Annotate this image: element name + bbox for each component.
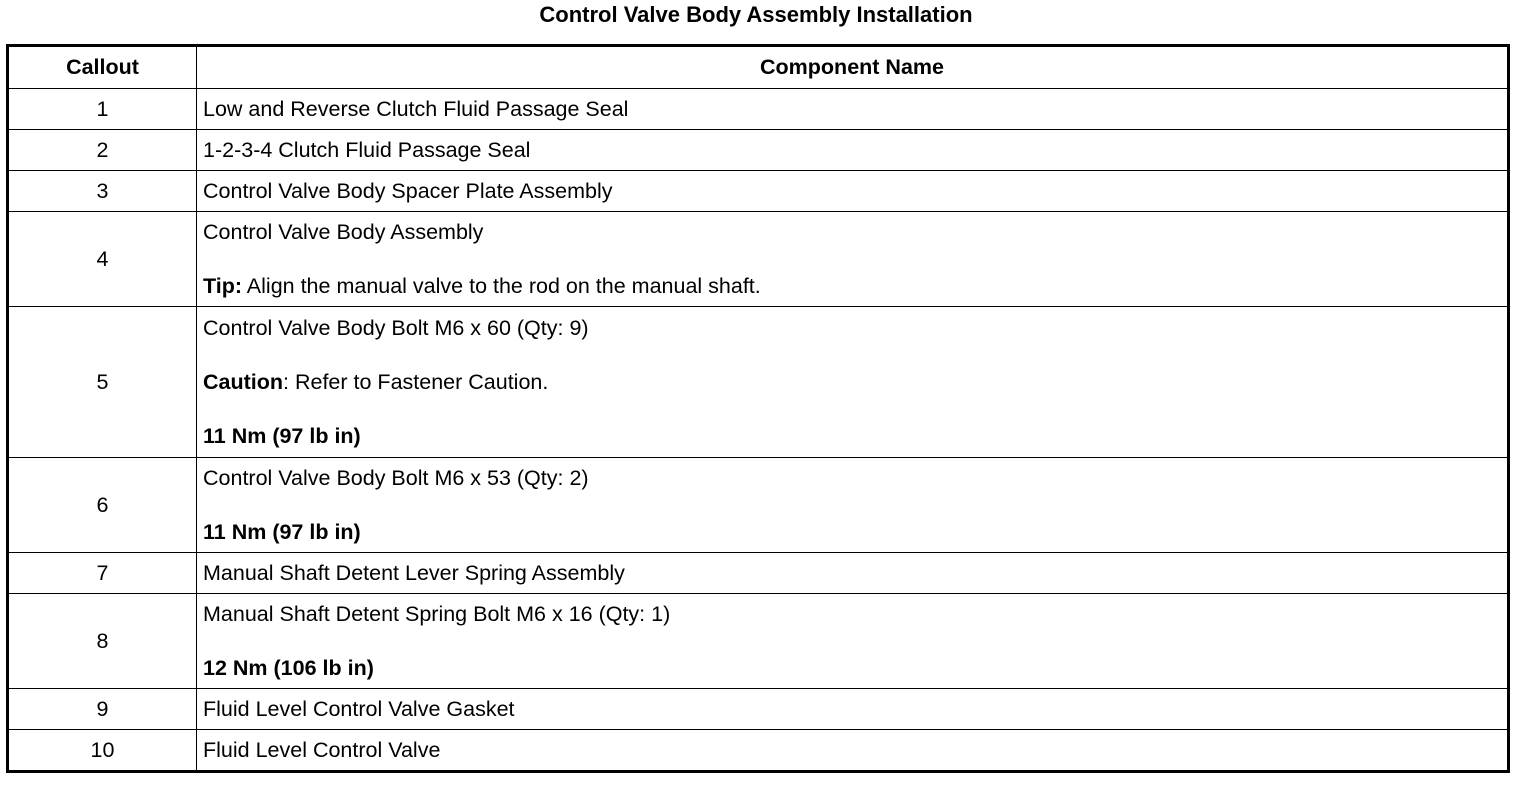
table-header-row <box>8 46 1509 89</box>
component-name: Fluid Level Control Valve <box>203 737 441 762</box>
tip-label: Tip: <box>203 273 243 298</box>
component-name: Manual Shaft Detent Spring Bolt M6 x 16 (Qty: 1) <box>203 601 671 626</box>
callout-cell: 8 <box>8 594 197 689</box>
tip-text: Align the manual valve to the rod on the manual shaft. <box>242 273 761 298</box>
table-row <box>8 171 1509 212</box>
component-name: Control Valve Body Bolt M6 x 53 (Qty: 2) <box>203 465 589 490</box>
callout-cell: 6 <box>8 458 197 553</box>
component-name: Fluid Level Control Valve Gasket <box>203 696 515 721</box>
component-name-cell <box>197 553 1509 594</box>
column-header-callout: Callout <box>8 46 197 89</box>
component-name: Control Valve Body Spacer Plate Assembly <box>203 178 613 203</box>
caution-text: : Refer to Fastener Caution. <box>283 369 549 394</box>
table-row <box>8 594 1509 689</box>
table-row <box>8 458 1509 553</box>
callout-cell: 10 <box>8 730 197 772</box>
table-row <box>8 730 1509 772</box>
component-name-cell <box>197 212 1509 307</box>
component-name-cell <box>197 689 1509 730</box>
component-name-cell <box>197 171 1509 212</box>
component-name: Control Valve Body Bolt M6 x 60 (Qty: 9) <box>203 315 589 340</box>
table-row <box>8 689 1509 730</box>
page-title: Control Valve Body Assembly Installation <box>539 2 973 27</box>
table-row <box>8 307 1509 458</box>
caution-label: Caution <box>203 369 284 394</box>
callout-cell: 4 <box>8 212 197 307</box>
caution-note <box>203 369 1507 396</box>
table-row <box>8 553 1509 594</box>
component-name: Control Valve Body Assembly <box>203 219 484 244</box>
component-name: Manual Shaft Detent Lever Spring Assembly <box>203 560 625 585</box>
component-name-cell <box>197 458 1509 553</box>
tip-note <box>203 273 1507 300</box>
component-name: Low and Reverse Clutch Fluid Passage Seal <box>203 96 629 121</box>
component-name-cell <box>197 130 1509 171</box>
torque-spec: 11 Nm (97 lb in) <box>203 519 361 544</box>
torque-spec: 11 Nm (97 lb in) <box>203 423 361 448</box>
component-table <box>6 44 1510 773</box>
component-name-cell <box>197 307 1509 458</box>
table-row <box>8 130 1509 171</box>
torque-spec: 12 Nm (106 lb in) <box>203 655 374 680</box>
component-name-cell <box>197 594 1509 689</box>
column-header-component-name: Component Name <box>197 46 1509 89</box>
table-row <box>8 89 1509 130</box>
component-name: 1-2-3-4 Clutch Fluid Passage Seal <box>203 137 531 162</box>
component-name-cell <box>197 89 1509 130</box>
callout-cell: 2 <box>8 130 197 171</box>
callout-cell: 5 <box>8 307 197 458</box>
callout-cell: 9 <box>8 689 197 730</box>
callout-cell: 7 <box>8 553 197 594</box>
component-name-cell <box>197 730 1509 772</box>
callout-cell: 1 <box>8 89 197 130</box>
callout-cell: 3 <box>8 171 197 212</box>
table-row <box>8 212 1509 307</box>
